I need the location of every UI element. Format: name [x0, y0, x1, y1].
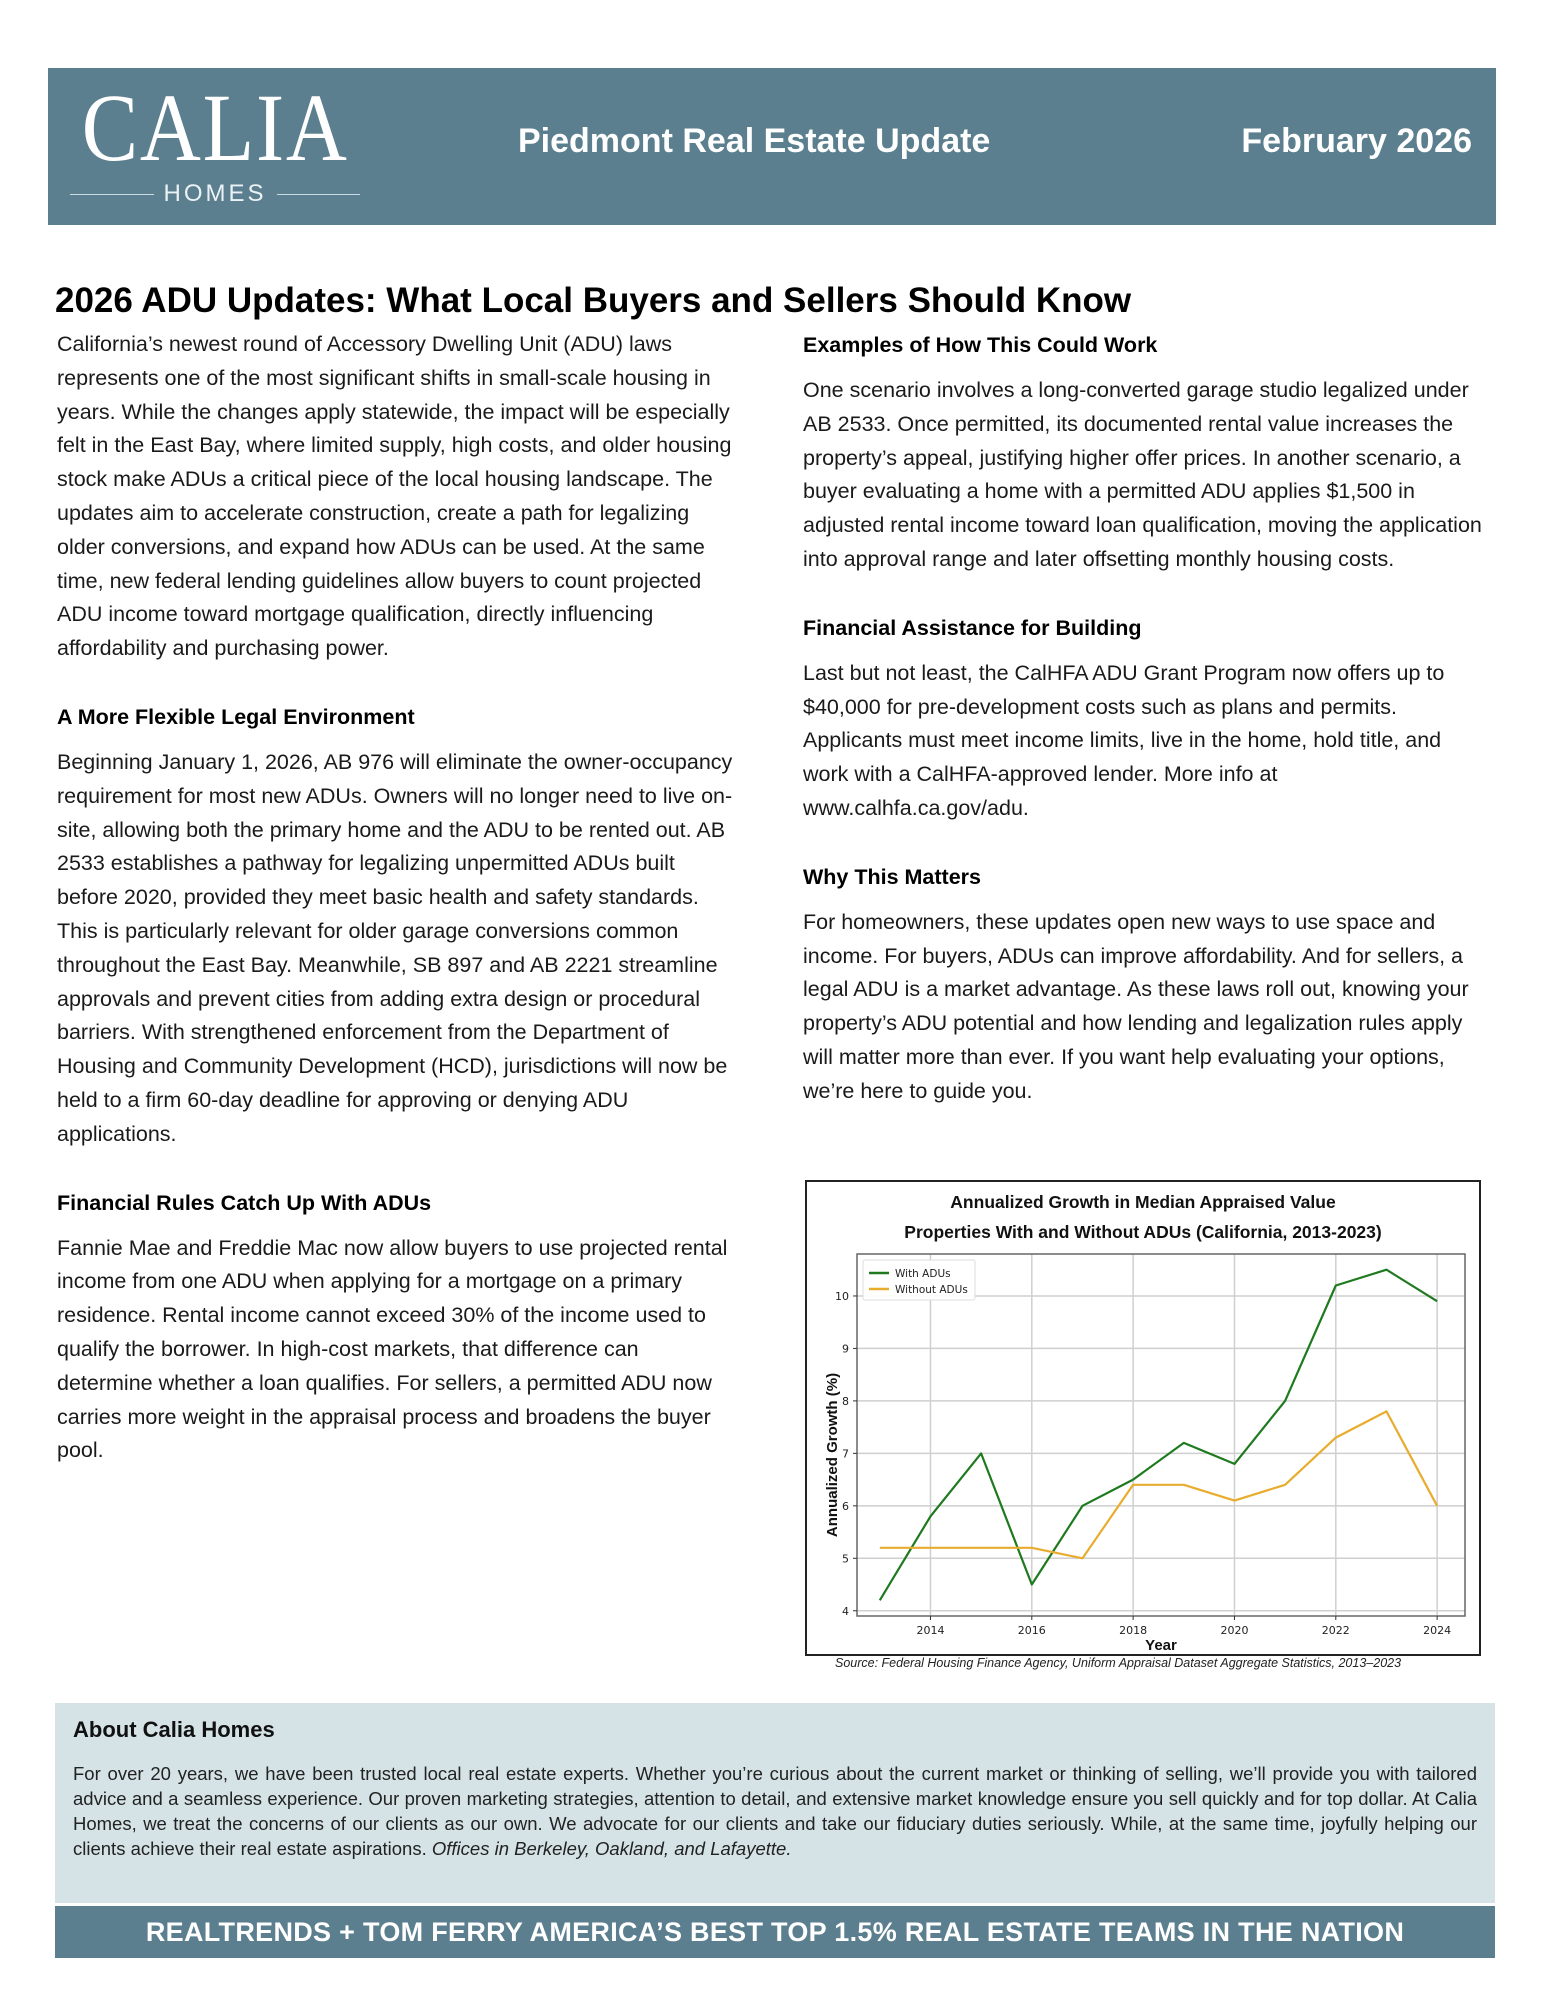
section-heading-examples: Examples of How This Could Work — [803, 333, 1158, 357]
about-offices: Offices in Berkeley, Oakland, and Lafayette. — [431, 1838, 792, 1859]
legend-label: Without ADUs — [895, 1284, 968, 1296]
x-tick-label: 2022 — [1321, 1624, 1350, 1637]
x-axis-label: Year — [1145, 1637, 1177, 1654]
chart-subtitle: Properties With and Without ADUs (California, 2013-2023) — [904, 1222, 1382, 1242]
y-tick-label: 5 — [842, 1552, 849, 1566]
logo-subtitle — [70, 180, 360, 208]
series-line-without-adus — [880, 1411, 1437, 1558]
section-body-financial-assistance: Last but not least, the CalHFA ADU Grant Program now offers up to $40,000 for pre-development costs such as plans and permits. Applicants must meet income limits, live in the home, hold title, and work with a CalHFA-approved lender. More info at www.calhfa.ca.gov/adu. — [803, 660, 1445, 820]
section-body-legal: Beginning January 1, 2026, AB 976 will eliminate the owner-occupancy requirement for most new ADUs. Owners will no longer need to live on-site, allowing both the primary home and the ADU to be rented out. AB 2533 establishes a pathway for legalizing unpermitted ADUs built before 2020, provided they meet basic health and safety standards. This is particularly relevant for older garage conversions common throughout the East Bay. Meanwhile, SB 897 and AB 2221 streamline approvals and prevent cities from adding extra design or procedural barriers. With strengthened enforcement from the Department of Housing and Community Development (HCD), jurisdictions will now be held to a firm 60-day deadline for approving or denying ADU applications. — [57, 749, 733, 1146]
calia-homes-logo — [70, 74, 360, 207]
y-axis-label: Annualized Growth (%) — [824, 1372, 841, 1538]
y-tick-label: 4 — [842, 1604, 849, 1618]
chart-plot — [807, 1182, 1479, 1654]
left-column — [57, 328, 737, 1468]
y-tick-label: 10 — [835, 1289, 849, 1303]
x-tick-label: 2018 — [1119, 1624, 1148, 1637]
y-tick-label: 9 — [842, 1342, 849, 1356]
section-body-financial-rules: Fannie Mae and Freddie Mac now allow buyers to use projected rental income from one ADU when applying for a mortgage on a primary residence. Rental income cannot exceed 30% of the income used to qualify the borrower. In high-cost markets, that difference can determine whether a loan qualifies. For sellers, a permitted ADU now carries more weight in the appraisal process and broadens the buyer pool. — [57, 1235, 728, 1463]
x-tick-label: 2014 — [916, 1624, 945, 1637]
series-line-with-adus — [880, 1270, 1437, 1601]
page-title: 2026 ADU Updates: What Local Buyers and Sellers Should Know — [55, 281, 1132, 321]
section-heading-financial-assistance: Financial Assistance for Building — [803, 615, 1142, 640]
y-tick-label: 7 — [842, 1447, 849, 1461]
award-banner: REALTRENDS + TOM FERRY AMERICA’S BEST TOP 1.5% REAL ESTATE TEAMS IN THE NATION — [55, 1906, 1495, 1958]
x-tick-label: 2024 — [1423, 1624, 1452, 1637]
logo-rule-left — [70, 194, 154, 195]
chart-title: Annualized Growth in Median Appraised Value — [950, 1192, 1336, 1212]
logo-subtitle-text: HOMES — [163, 180, 267, 207]
about-heading: About Calia Homes — [73, 1717, 275, 1742]
legend-label: With ADUs — [895, 1268, 951, 1280]
y-tick-label: 8 — [842, 1394, 849, 1408]
newsletter-date: February 2026 — [1241, 122, 1472, 160]
x-tick-label: 2016 — [1017, 1624, 1046, 1637]
about-section — [55, 1703, 1495, 1903]
section-heading-why-matters: Why This Matters — [803, 864, 981, 889]
newsletter-title: Piedmont Real Estate Update — [518, 122, 991, 160]
y-tick-label: 6 — [842, 1499, 849, 1513]
newsletter-header — [48, 68, 1496, 225]
intro-paragraph: California’s newest round of Accessory Dwelling Unit (ADU) laws represents one of the most significant shifts in small-scale housing in years. While the changes apply statewide, the impact will be especially felt in the East Bay, where limited supply, high costs, and older housing stock make ADUs a critical piece of the local housing landscape. The updates aim to accelerate construction, create a path for legalizing older conversions, and expand how ADUs can be used. At the same time, new federal lending guidelines allow buyers to count projected ADU income toward mortgage qualification, directly influencing affordability and purchasing power. — [57, 332, 732, 661]
growth-chart — [805, 1180, 1481, 1656]
logo-rule-right — [277, 194, 361, 195]
plot-frame — [857, 1254, 1465, 1616]
logo-wordmark: CALIA — [81, 74, 349, 181]
section-body-examples: One scenario involves a long-converted garage studio legalized under AB 2533. Once permitted, its documented rental value increases the property’s appeal, justifying higher offer prices. In another scenario, a buyer evaluating a home with a permitted ADU applies $1,500 in adjusted rental income toward loan qualification, moving the application into approval range and later offsetting monthly housing costs. — [803, 378, 1482, 571]
x-tick-label: 2020 — [1220, 1624, 1249, 1637]
chart-source: Source: Federal Housing Finance Agency, Uniform Appraisal Dataset Aggregate Statistics, 2013–2023 — [835, 1656, 1402, 1670]
right-column — [803, 328, 1483, 1109]
about-text: For over 20 years, we have been trusted local real estate experts. Whether you’re curious about the current market or thinking of selling, we’ll provide you with tailored advice and a seamless experience. Our proven marketing strategies, attention to detail, and extensive market knowledge ensure you sell quickly and for top dollar. At Calia Homes, we treat the concerns of our clients as our own. We advocate for our clients and take our fiduciary duties seriously. While, at the same time, joyfully helping our clients achieve their real estate aspirations. — [73, 1763, 1477, 1859]
about-body — [73, 1761, 1477, 1861]
section-heading-financial-rules: Financial Rules Catch Up With ADUs — [57, 1190, 432, 1215]
section-heading-legal: A More Flexible Legal Environment — [57, 704, 415, 729]
section-body-why-matters: For homeowners, these updates open new ways to use space and income. For buyers, ADUs can improve affordability. And for sellers, a legal ADU is a market advantage. As these laws roll out, knowing your property’s ADU potential and how lending and legalization rules apply will matter more than ever. If you want help evaluating your options, we’re here to guide you. — [803, 909, 1469, 1103]
